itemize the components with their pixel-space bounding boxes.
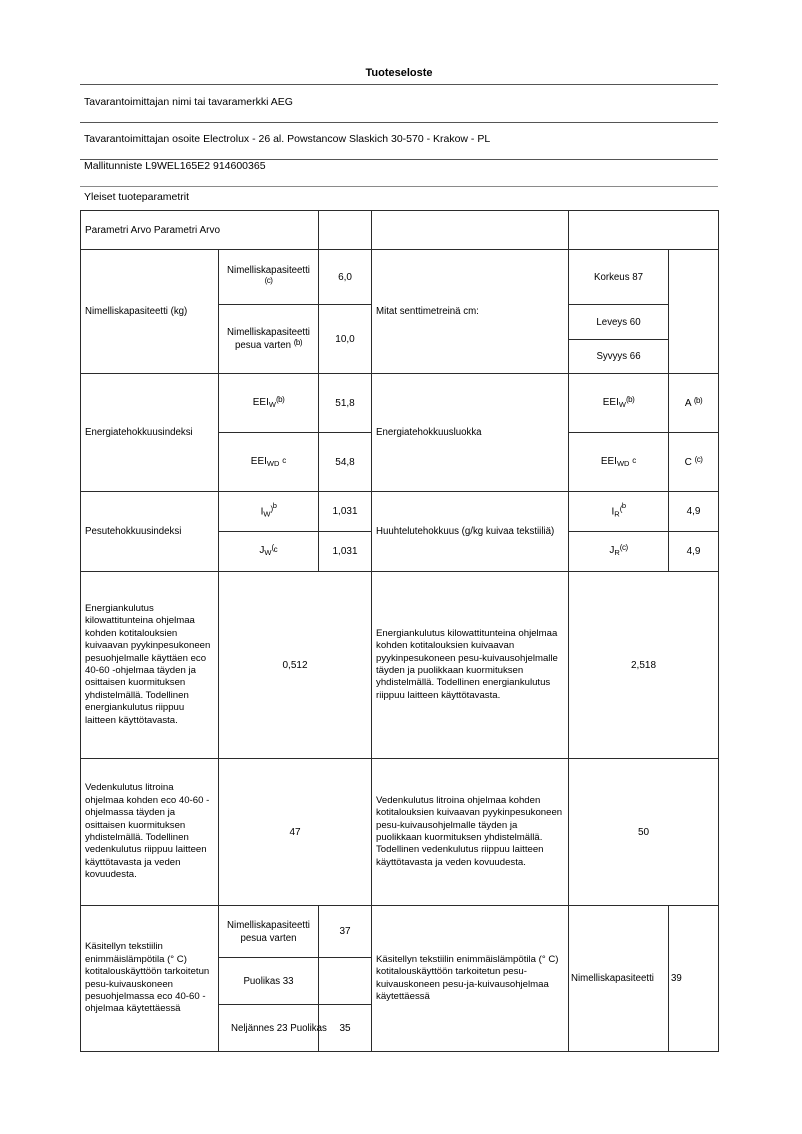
table-header-spacer-2 bbox=[372, 211, 569, 250]
temperature-left-text: Käsitellyn tekstiilin enimmäislämpötila (° C) kotitalouskäyttöön tarkoitetun pesu-kuivauskoneen pesuohjelmassa eco 40-60 -ohjelmaa käytettäessä bbox=[81, 906, 219, 1052]
divider-title bbox=[80, 84, 718, 85]
capacity-row-1 bbox=[81, 250, 719, 305]
wash-symbol-iw: $I_W)^b$ bbox=[219, 492, 319, 532]
capacity-param-2 bbox=[219, 305, 319, 374]
wash-symbol-jw: $J_W(c$ bbox=[219, 532, 319, 572]
eei-class-value-w: A (b) bbox=[669, 374, 719, 433]
dimensions-label: Mitat senttimetreinä cm: bbox=[372, 250, 569, 374]
dimension-width: Leveys 60 bbox=[569, 306, 668, 340]
eei-symbol-wd: $EEI_{WD}$ c bbox=[219, 433, 319, 492]
divider-model bbox=[80, 186, 718, 187]
temperature-param-1-line1: Nimelliskapasiteetti bbox=[227, 919, 310, 931]
eei-class-symbol-w: $EEI_W(b)$ bbox=[569, 374, 669, 433]
temperature-value-1: 37 bbox=[319, 906, 372, 958]
rinse-value-ir: 4,9 bbox=[669, 492, 719, 532]
temperature-param-1 bbox=[219, 906, 319, 958]
water-left-value: 47 bbox=[219, 759, 372, 906]
temperature-param-1-line2: pesua varten bbox=[240, 932, 297, 944]
capacity-value-2: 10,0 bbox=[319, 305, 372, 374]
table-header-label: Parametri Arvo Parametri Arvo bbox=[81, 211, 319, 250]
eei-value-wd: 54,8 bbox=[319, 433, 372, 492]
dimension-depth: Syvyys 66 bbox=[596, 350, 641, 362]
temperature-value-3: 35 bbox=[319, 1005, 372, 1052]
temperature-param-2: Puolikas 33 bbox=[219, 958, 319, 1005]
wash-row-1 bbox=[81, 492, 719, 532]
general-parameters-heading: Yleiset tuoteparametrit bbox=[84, 191, 190, 203]
dimensions-value-spacer bbox=[669, 250, 719, 374]
temperature-row-1 bbox=[81, 906, 719, 958]
eei-symbol-w: $EEI_W(b)$ bbox=[219, 374, 319, 433]
temperature-right-value: 39 bbox=[669, 906, 719, 1052]
product-parameters-table bbox=[80, 210, 719, 1052]
temperature-value-2 bbox=[319, 958, 372, 1005]
temperature-param-3 bbox=[219, 1005, 327, 1052]
rinse-symbol-jr: $J_R(c)$ bbox=[569, 532, 669, 572]
capacity-value-1: 6,0 bbox=[319, 250, 372, 305]
supplier-address-row: Tavarantoimittajan osoite Electrolux - 26 al. Powstancow Slaskich 30-570 - Krakow - PL bbox=[84, 133, 491, 145]
energy-left-text: Energiankulutus kilowattitunteina ohjelmaa kohden kotitalouksien kuivaavan pyykinpesukoneen pesuohjelmalle käyttäen eco 40-60 -ohjelmaa täyden ja osittaisen kuormituksen yhdistelmällä. Todellinen energiankulutus riippuu laitteen käyttötavasta. bbox=[81, 572, 219, 759]
capacity-param-2-text-line1: Nimelliskapasiteetti bbox=[227, 327, 310, 338]
eei-class-label: Energiatehokkuusluokka bbox=[372, 374, 569, 492]
eei-label: Energiatehokkuusindeksi bbox=[81, 374, 219, 492]
capacity-label: Nimelliskapasiteetti (kg) bbox=[81, 250, 219, 374]
table-header-spacer-3 bbox=[569, 211, 719, 250]
temperature-right-param: Nimelliskapasiteetti bbox=[569, 906, 669, 1052]
dimensions-stack bbox=[569, 305, 669, 374]
temperature-right-text: Käsitellyn tekstiilin enimmäislämpötila (° C) kotitalouskäyttöön tarkoitetun pesu-kuivauskoneen pesu-ja-kuivausohjelmaa käytettäessä bbox=[372, 906, 569, 1052]
capacity-param-2-footnote: (b) bbox=[293, 338, 303, 347]
water-left-text: Vedenkulutus litroina ohjelmaa kohden eco 40-60 -ohjelmassa täyden ja osittaisen kuormituksen yhdistelmällä. Todellinen vedenkulutus riippuu laitteen käyttötavasta ja veden kovuudesta. bbox=[81, 759, 219, 906]
capacity-param-1 bbox=[219, 250, 319, 305]
page-title: Tuoteseloste bbox=[365, 67, 433, 79]
temperature-param-3-text: Neljännes 23 Puolikas bbox=[231, 1022, 327, 1034]
rinse-symbol-ir: $I_R(^b$ bbox=[569, 492, 669, 532]
eei-value-w: 51,8 bbox=[319, 374, 372, 433]
supplier-name-row: Tavarantoimittajan nimi tai tavaramerkki AEG bbox=[84, 96, 293, 108]
capacity-param-2-text-line2: pesua varten bbox=[235, 340, 292, 351]
divider-supplier-name bbox=[80, 122, 718, 123]
rinse-value-jr: 4,9 bbox=[669, 532, 719, 572]
table-header-row bbox=[81, 211, 719, 250]
energy-left-value: 0,512 bbox=[219, 572, 372, 759]
wash-value-iw: 1,031 bbox=[319, 492, 372, 532]
energy-row bbox=[81, 572, 719, 759]
eei-class-value-wd: C (c) bbox=[669, 433, 719, 492]
capacity-param-1-text: Nimelliskapasiteetti bbox=[227, 265, 310, 276]
rinse-label: Huuhtelutehokkuus (g/kg kuivaa tekstiiliä) bbox=[372, 492, 569, 572]
water-row bbox=[81, 759, 719, 906]
eei-row-1 bbox=[81, 374, 719, 433]
model-identifier-row: Mallitunniste L9WEL165E2 914600365 bbox=[84, 160, 266, 172]
wash-value-jw: 1,031 bbox=[319, 532, 372, 572]
eei-class-symbol-wd: $EEI_{WD}$ c bbox=[569, 433, 669, 492]
water-right-value: 50 bbox=[569, 759, 719, 906]
table-header-spacer-1 bbox=[319, 211, 372, 250]
energy-right-text: Energiankulutus kilowattitunteina ohjelmaa kohden kotitalouksien kuivaavan pyykinpesukoneen pesu-kuivausohjelmalle täyden ja puolikkaan kuormituksen yhdistelmällä. Todellinen energiankulutus riippuu laitteen käyttötavasta. bbox=[372, 572, 569, 759]
water-right-text: Vedenkulutus litroina ohjelmaa kohden kotitalouksien kuivaavan pyykinpesukoneen pesu-kuivausohjelmalle täyden ja puolikkaan kuormituksen yhdistelmällä. Todellinen vedenkulutus riippuu laitteen käyttötavasta ja veden kovuudesta. bbox=[372, 759, 569, 906]
capacity-param-1-footnote: (c) bbox=[264, 276, 273, 285]
energy-right-value: 2,518 bbox=[569, 572, 719, 759]
wash-label: Pesutehokkuusindeksi bbox=[81, 492, 219, 572]
dimension-height: Korkeus 87 bbox=[569, 250, 669, 305]
